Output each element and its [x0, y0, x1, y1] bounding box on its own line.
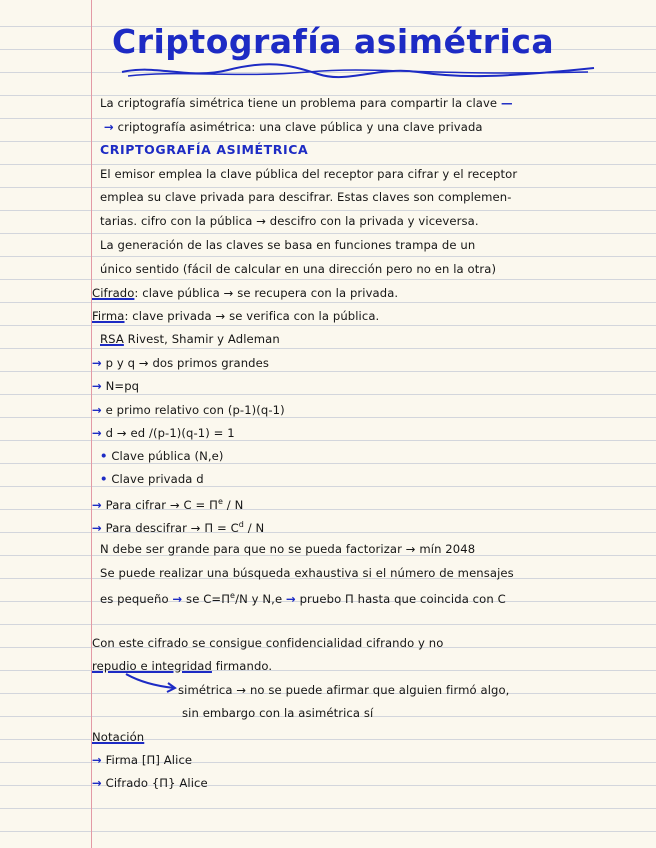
section-heading: CRIPTOGRAFÍA ASIMÉTRICA — [100, 142, 309, 157]
public-key-text: Clave pública (N,e) — [111, 449, 224, 463]
line-5: emplea su clave privada para descifrar. Estas claves son complemen- — [100, 190, 512, 204]
decrypt-formula: Para descifrar → Π = C — [105, 520, 239, 535]
line-24 — [92, 659, 272, 673]
exponent-e: e — [230, 591, 236, 600]
page-title: Criptografía asimétrica — [112, 22, 555, 61]
line-22-c: /N y N,e — [235, 591, 283, 606]
line-cifrado — [92, 286, 398, 300]
firma-text: : clave privada → se verifica con la pública. — [124, 309, 380, 323]
arrow-icon: → — [172, 591, 183, 606]
line-2-text: criptografía asimétrica: una clave pública y una clave privada — [117, 120, 483, 134]
line-cifrado-notation — [92, 776, 208, 790]
notacion-label: Notación — [92, 730, 145, 744]
line-e-text: e primo relativo con (p-1)(q-1) — [105, 403, 285, 417]
line-20: N debe ser grande para que no se pueda factorizar → mín 2048 — [100, 542, 476, 556]
repudio-underlined: repudio e integridad — [92, 659, 212, 673]
line-n — [92, 379, 139, 393]
bullet-icon: • — [100, 449, 108, 463]
firma-notation-text: Firma [Π] Alice — [105, 753, 193, 767]
line-4: El emisor emplea la clave pública del receptor para cifrar y el receptor — [100, 167, 518, 181]
line-d — [92, 426, 235, 440]
line-1-text: La criptografía simétrica tiene un problema para compartir la clave — [100, 96, 498, 110]
rsa-label: RSA — [100, 332, 124, 346]
notebook-margin-line — [91, 0, 92, 848]
line-encrypt — [92, 495, 243, 512]
line-26: sin embargo con la asimétrica sí — [182, 706, 374, 720]
arrow-icon: → — [92, 753, 102, 767]
line-22-b: se C=Π — [182, 591, 231, 606]
arrow-icon: → — [92, 356, 102, 370]
exponent-e: e — [217, 497, 223, 506]
encrypt-formula: Para cifrar → C = Π — [105, 497, 218, 512]
rsa-text: Rivest, Shamir y Adleman — [123, 332, 280, 346]
line-rsa — [100, 332, 280, 346]
exponent-d: d — [238, 520, 244, 529]
private-key-text: Clave privada d — [111, 472, 204, 486]
arrow-icon: → — [285, 591, 296, 606]
line-22-d: pruebo Π hasta que coincida con C — [295, 591, 506, 606]
line-7: La generación de las claves se basa en funciones trampa de un — [100, 238, 476, 252]
line-6: tarias. cifro con la pública → descifro con la privada y viceversa. — [100, 214, 479, 228]
line-23: Con este cifrado se consigue confidencialidad cifrando y no — [92, 636, 444, 650]
arrow-icon: → — [92, 379, 102, 393]
mod-n: / N — [223, 497, 244, 512]
line-n-text: N=pq — [105, 379, 140, 393]
line-public-key — [100, 449, 224, 463]
line-e — [92, 403, 285, 417]
cifrado-notation-text: Cifrado {Π} Alice — [105, 776, 208, 790]
arrow-icon: → — [92, 776, 102, 790]
dash-mark: — — [500, 96, 513, 110]
line-2 — [104, 120, 483, 134]
line-decrypt — [92, 518, 264, 535]
arrow-icon: → — [92, 520, 102, 535]
cifrado-label: Cifrado — [92, 286, 135, 300]
mod-n: / N — [243, 520, 265, 535]
line-22 — [100, 589, 506, 606]
title-scribble — [118, 60, 598, 82]
line-8: único sentido (fácil de calcular en una dirección pero no en la otra) — [100, 262, 497, 276]
arrow-icon: → — [104, 120, 114, 134]
line-d-text: d → ed /(p-1)(q-1) = 1 — [105, 426, 235, 440]
firma-label: Firma — [92, 309, 125, 323]
line-pq-text: p y q → dos primos grandes — [105, 356, 270, 370]
arrow-icon: → — [92, 426, 102, 440]
line-pq — [92, 356, 269, 370]
cifrado-text: : clave pública → se recupera con la privada. — [134, 286, 399, 300]
line-24-b: firmando. — [211, 659, 273, 673]
curved-arrow-icon — [120, 672, 180, 694]
arrow-icon: → — [92, 497, 102, 512]
line-firma-notation — [92, 753, 192, 767]
line-25: simétrica → no se puede afirmar que alguien firmó algo, — [178, 683, 510, 697]
line-private-key — [100, 472, 204, 486]
arrow-icon: → — [92, 403, 102, 417]
line-22-a: es pequeño — [100, 591, 169, 606]
line-1 — [100, 96, 513, 110]
line-notacion — [92, 730, 144, 744]
bullet-icon: • — [100, 472, 108, 486]
line-firma — [92, 309, 379, 323]
line-21: Se puede realizar una búsqueda exhaustiva si el número de mensajes — [100, 566, 514, 580]
